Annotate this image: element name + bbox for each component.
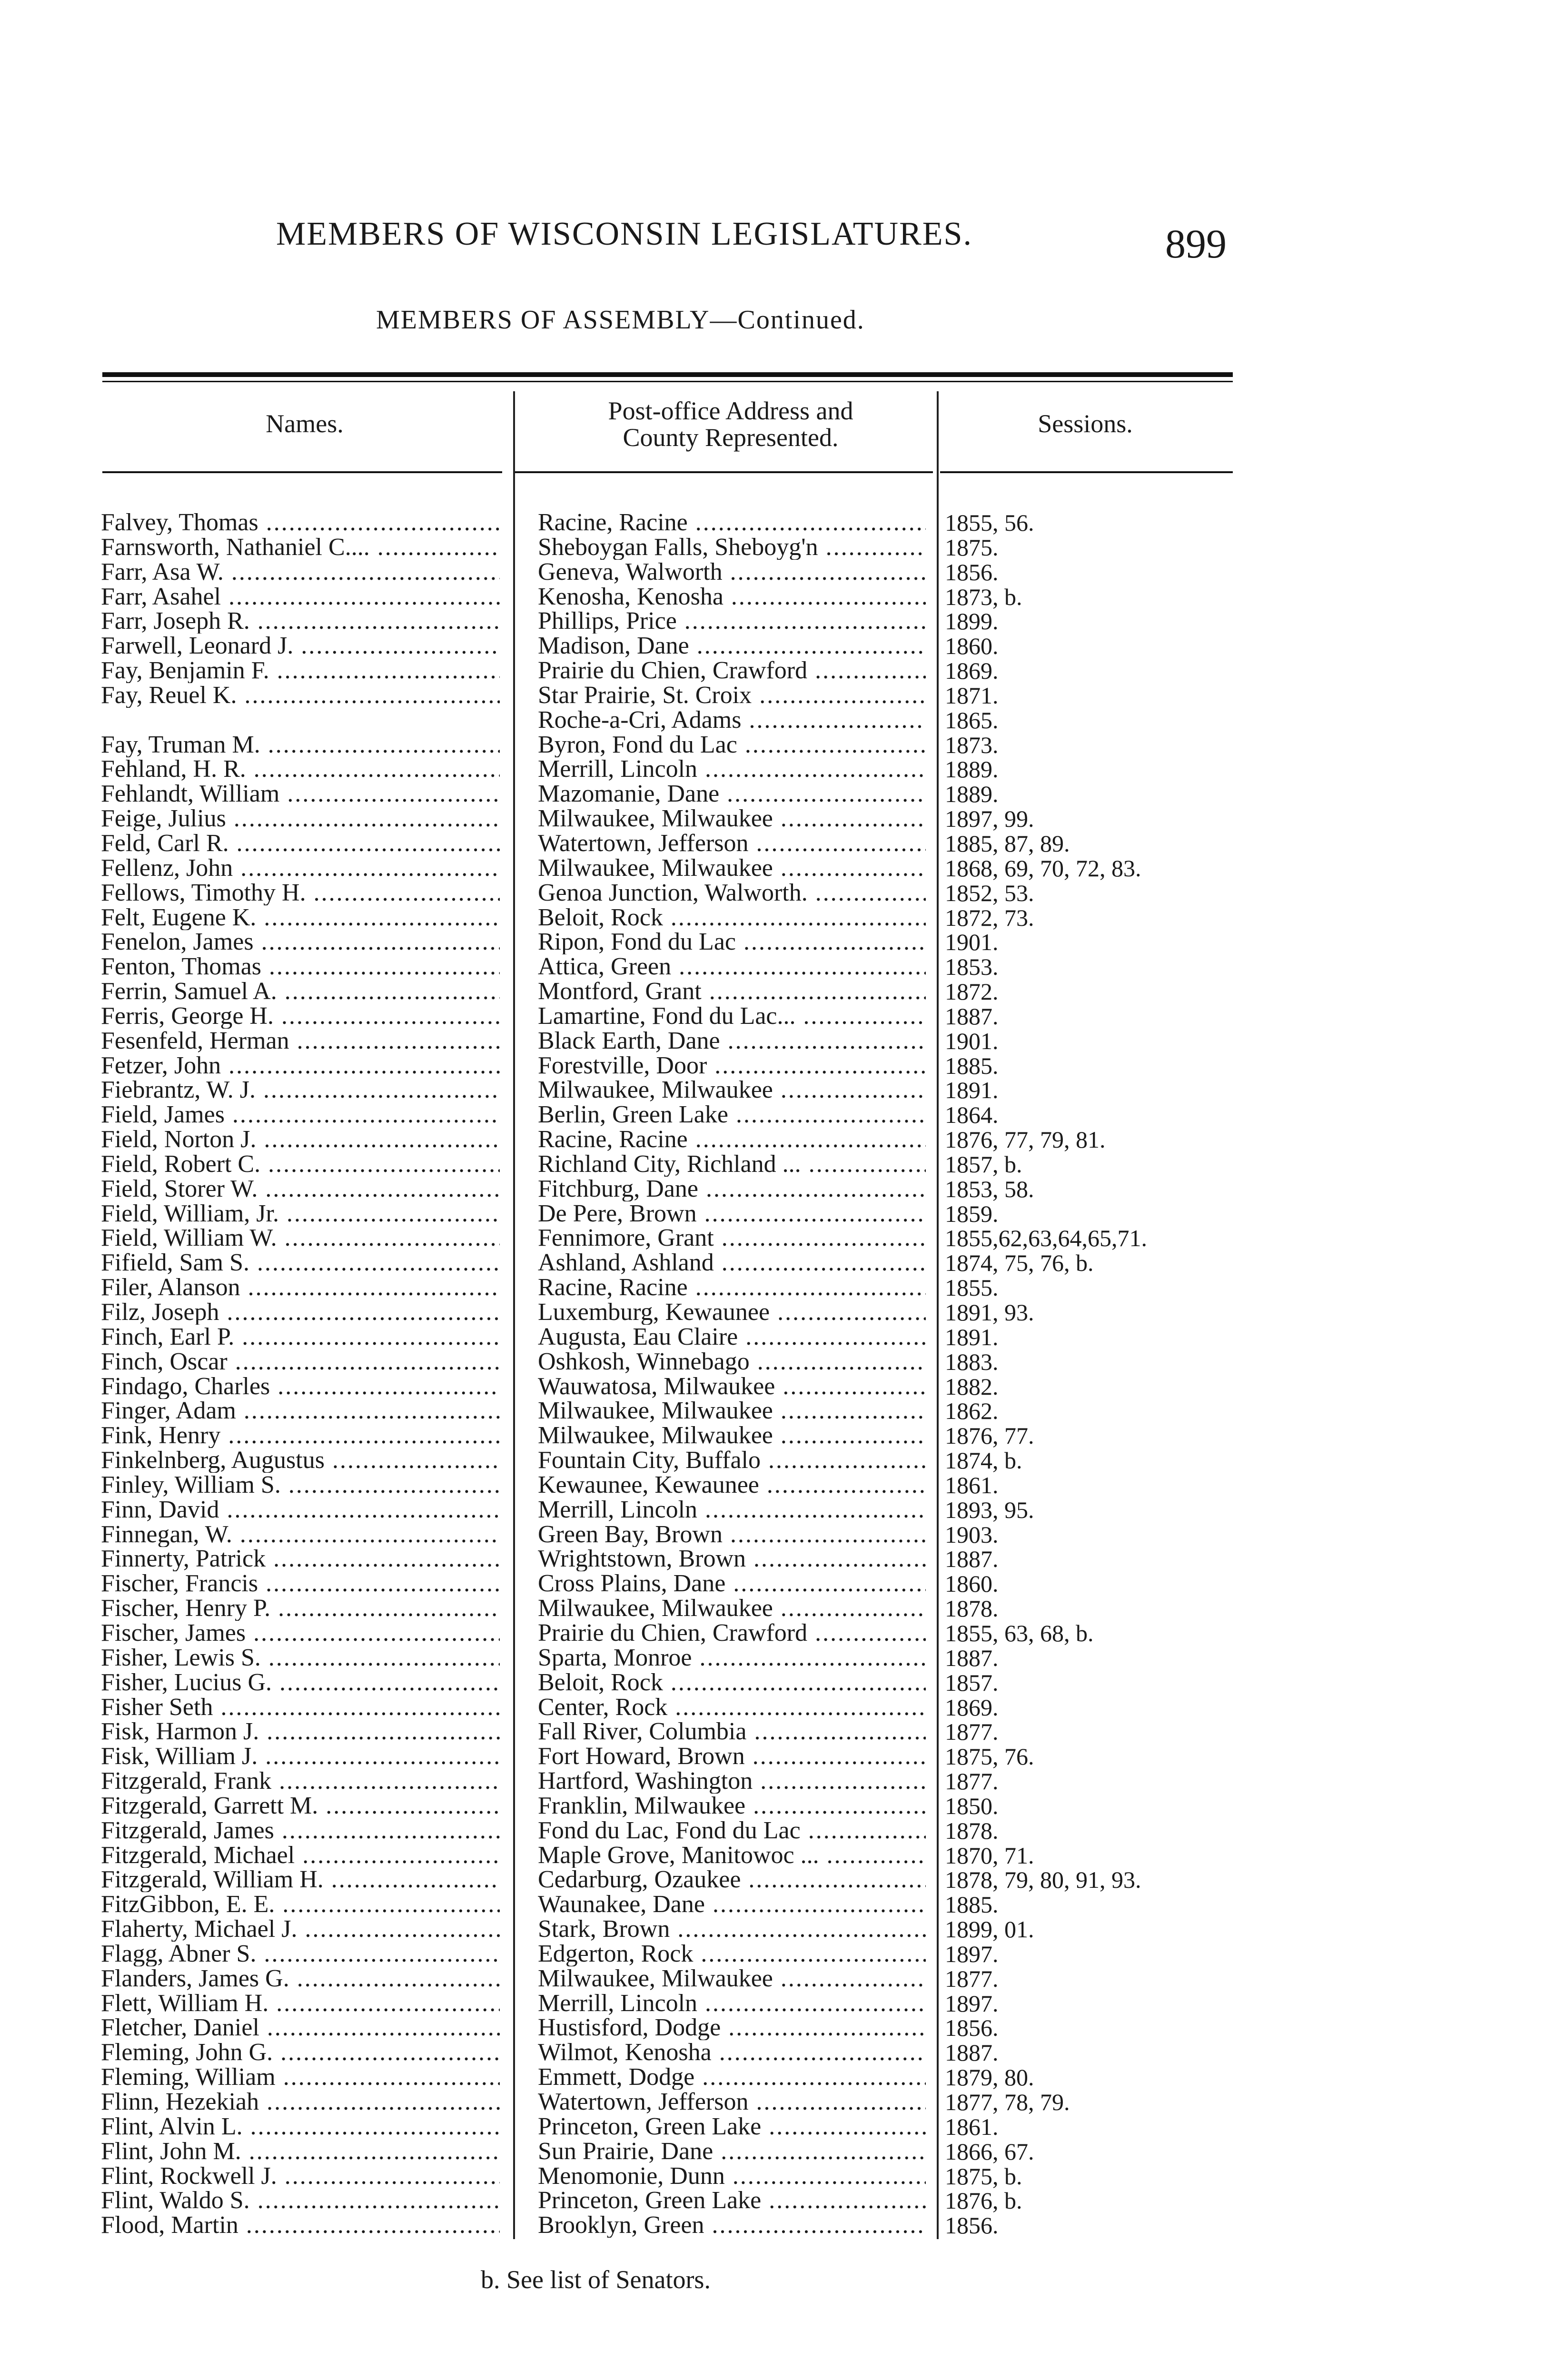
table-row [0, 585, 1546, 609]
table-row [0, 634, 1546, 658]
table-row [0, 1719, 1546, 1744]
member-name: Fitzgerald, William H. ..... [101, 1867, 500, 1892]
sessions: 1859. [945, 1200, 999, 1227]
table-row [0, 658, 1546, 683]
sessions: 1891, 93. [945, 1299, 1034, 1326]
table-row [0, 757, 1546, 782]
post-office-address: Montford, Grant ..... [538, 979, 926, 1004]
sessions: 1887. [945, 2039, 999, 2066]
sessions: 1901. [945, 929, 999, 956]
member-name: Flint, Waldo S. ..... [101, 2188, 500, 2213]
member-name: Fitzgerald, James ..... [101, 1818, 500, 1843]
sessions: 1869. [945, 657, 999, 684]
table-row [0, 1053, 1546, 1078]
post-office-address: Emmett, Dodge ..... [538, 2065, 926, 2090]
post-office-address: Fall River, Columbia ..... [538, 1719, 926, 1744]
member-name: Fink, Henry ..... [101, 1423, 500, 1448]
post-office-address: Merrill, Lincoln ..... [538, 757, 926, 782]
post-office-address: Star Prairie, St. Croix ..... [538, 683, 926, 708]
member-name: Field, William W. ..... [101, 1226, 500, 1250]
sessions: 1889. [945, 781, 999, 808]
sessions: 1887. [945, 1546, 999, 1573]
post-office-address: Maple Grove, Manitowoc ... ..... [538, 1843, 926, 1868]
sessions: 1883. [945, 1348, 999, 1375]
member-name: Flagg, Abner S. ..... [101, 1942, 500, 1966]
member-name: Flanders, James G. ..... [101, 1966, 500, 1991]
member-name: Finch, Oscar ..... [101, 1349, 500, 1374]
member-name: Field, William, Jr. ..... [101, 1201, 500, 1226]
sessions: 1876, b. [945, 2187, 1022, 2214]
table-row [0, 1843, 1546, 1868]
sessions: 1903. [945, 1521, 999, 1548]
sessions: 1878. [945, 1817, 999, 1844]
table-row [0, 1152, 1546, 1177]
member-name: Fellenz, John ..... [101, 856, 500, 881]
sessions: 1901. [945, 1027, 999, 1054]
sessions: 1865. [945, 706, 999, 734]
table-row [0, 1942, 1546, 1966]
member-name: Flint, John M. ..... [101, 2139, 500, 2164]
member-name: Farwell, Leonard J. ..... [101, 634, 500, 658]
sessions: 1873, b. [945, 583, 1022, 610]
sessions: 1876, 77. [945, 1422, 1034, 1449]
member-name: Finnerty, Patrick ..... [101, 1547, 500, 1571]
sessions: 1850. [945, 1792, 999, 1819]
post-office-address: Sheboygan Falls, Sheboyg'n ..... [538, 535, 926, 560]
sessions: 1860. [945, 633, 999, 660]
post-office-address: Menomonie, Dunn ..... [538, 2164, 926, 2189]
member-name: Finkelnberg, Augustus ..... [101, 1448, 500, 1473]
sessions: 1875, b. [945, 2162, 1022, 2190]
sessions: 1853. [945, 953, 999, 981]
post-office-address: Milwaukee, Milwaukee ..... [538, 1423, 926, 1448]
post-office-address: Black Earth, Dane ..... [538, 1029, 926, 1053]
member-name: Farr, Joseph R. ..... [101, 609, 500, 634]
column-header-post-office-line1: Post-office Address and [608, 397, 853, 425]
sessions: 1873. [945, 731, 999, 758]
table-row [0, 609, 1546, 634]
post-office-address: Lamartine, Fond du Lac... ..... [538, 1004, 926, 1029]
sessions: 1885. [945, 1052, 999, 1079]
page-number: 899 [1165, 221, 1227, 267]
footnote: b. See list of Senators. [481, 2265, 711, 2294]
post-office-address: Watertown, Jefferson ..... [538, 831, 926, 856]
member-table [0, 510, 1546, 2238]
table-row [0, 1374, 1546, 1399]
post-office-address: Cedarburg, Ozaukee ..... [538, 1867, 926, 1892]
member-name: Field, Storer W. ..... [101, 1177, 500, 1201]
table-row [0, 2213, 1546, 2238]
table-row [0, 2090, 1546, 2114]
header-rule-sessions [940, 471, 1233, 473]
post-office-address: Merrill, Lincoln ..... [538, 1991, 926, 2016]
member-name: Filz, Joseph ..... [101, 1300, 500, 1325]
member-name: Flaherty, Michael J. ..... [101, 1917, 500, 1942]
post-office-address: Fitchburg, Dane ..... [538, 1177, 926, 1201]
sessions: 1856. [945, 558, 999, 585]
page-header-title: MEMBERS OF WISCONSIN LEGISLATURES. [276, 216, 972, 252]
post-office-address: Watertown, Jefferson ..... [538, 2090, 926, 2114]
sessions: 1877. [945, 1965, 999, 1992]
sessions: 1852, 53. [945, 879, 1034, 906]
sessions: 1879, 80. [945, 2064, 1034, 2091]
post-office-address: Cross Plains, Dane ..... [538, 1571, 926, 1596]
sessions: 1855, 63, 68, b. [945, 1619, 1094, 1646]
member-name: Fiebrantz, W. J. ..... [101, 1078, 500, 1102]
member-name: Fellows, Timothy H. ..... [101, 881, 500, 905]
post-office-address: Prairie du Chien, Crawford ..... [538, 1621, 926, 1646]
post-office-address: Sparta, Monroe ..... [538, 1646, 926, 1670]
table-row [0, 1226, 1546, 1250]
post-office-address: Beloit, Rock ..... [538, 1670, 926, 1695]
member-name: Filer, Alanson ..... [101, 1275, 500, 1300]
post-office-address: Byron, Fond du Lac ..... [538, 733, 926, 757]
post-office-address: Princeton, Green Lake ..... [538, 2188, 926, 2213]
member-name: Finch, Earl P. ..... [101, 1325, 500, 1349]
table-row [0, 1029, 1546, 1053]
table-row [0, 1744, 1546, 1769]
table-row [0, 1867, 1546, 1892]
sessions: 1878, 79, 80, 91, 93. [945, 1866, 1141, 1894]
member-name: Fleming, William ..... [101, 2065, 500, 2090]
table-row [0, 1892, 1546, 1917]
post-office-address: Fort Howard, Brown ..... [538, 1744, 926, 1769]
sessions: 1862. [945, 1398, 999, 1425]
member-name: Flint, Rockwell J. ..... [101, 2164, 500, 2189]
sessions: 1874, 75, 76, b. [945, 1250, 1094, 1277]
table-row [0, 1398, 1546, 1423]
sessions: 1856. [945, 2014, 999, 2042]
sessions: 1877. [945, 1768, 999, 1795]
member-name: Fletcher, Daniel ..... [101, 2015, 500, 2040]
sessions: 1868, 69, 70, 72, 83. [945, 854, 1141, 882]
member-name: Fetzer, John ..... [101, 1053, 500, 1078]
post-office-address: Ashland, Ashland ..... [538, 1250, 926, 1275]
table-row [0, 2164, 1546, 2189]
post-office-address: De Pere, Brown ..... [538, 1201, 926, 1226]
post-office-address: Berlin, Green Lake ..... [538, 1102, 926, 1127]
post-office-address: Kenosha, Kenosha ..... [538, 585, 926, 609]
sessions: 1893, 95. [945, 1496, 1034, 1523]
post-office-address: Milwaukee, Milwaukee ..... [538, 856, 926, 881]
column-header-post-office [524, 397, 938, 451]
table-row [0, 733, 1546, 757]
sessions: 1871. [945, 682, 999, 709]
member-name: Fitzgerald, Michael ..... [101, 1843, 500, 1868]
table-row [0, 1275, 1546, 1300]
sessions: 1857. [945, 1669, 999, 1696]
post-office-address: Phillips, Price ..... [538, 609, 926, 634]
table-row [0, 2015, 1546, 2040]
member-name: Finnegan, W. ..... [101, 1522, 500, 1547]
post-office-address: Milwaukee, Milwaukee ..... [538, 806, 926, 831]
table-row [0, 905, 1546, 930]
table-row [0, 856, 1546, 881]
post-office-address: Edgerton, Rock ..... [538, 1942, 926, 1966]
post-office-address: Milwaukee, Milwaukee ..... [538, 1398, 926, 1423]
post-office-address: Fountain City, Buffalo ..... [538, 1448, 926, 1473]
member-name: FitzGibbon, E. E. ..... [101, 1892, 500, 1917]
member-name: Fisher, Lewis S. ..... [101, 1646, 500, 1670]
sessions: 1899. [945, 608, 999, 635]
sessions: 1876, 77, 79, 81. [945, 1126, 1106, 1153]
sessions: 1897, 99. [945, 805, 1034, 833]
table-row [0, 1177, 1546, 1201]
table-row [0, 954, 1546, 979]
member-name: Fay, Benjamin F. ..... [101, 658, 500, 683]
sessions: 1857, b. [945, 1150, 1022, 1178]
sessions: 1864. [945, 1101, 999, 1129]
post-office-address: Brooklyn, Green ..... [538, 2213, 926, 2238]
table-row [0, 1621, 1546, 1646]
sessions: 1861. [945, 1471, 999, 1498]
sessions: 1887. [945, 1644, 999, 1671]
member-name: Fitzgerald, Frank ..... [101, 1769, 500, 1794]
table-row [0, 782, 1546, 806]
post-office-address: Geneva, Walworth ..... [538, 560, 926, 585]
column-header-post-office-line2: County Represented. [623, 423, 839, 452]
header-rule-post [514, 471, 933, 473]
post-office-address: Racine, Racine ..... [538, 510, 926, 535]
member-name: Fischer, Henry P. ..... [101, 1596, 500, 1621]
sessions: 1855. [945, 1274, 999, 1301]
sessions: 1885, 87, 89. [945, 830, 1070, 857]
table-row [0, 1102, 1546, 1127]
member-name: Fisher Seth ..... [101, 1695, 500, 1720]
member-name: Finger, Adam ..... [101, 1398, 500, 1423]
member-name: Fleming, John G. ..... [101, 2040, 500, 2065]
member-name: Fifield, Sam S. ..... [101, 1250, 500, 1275]
sessions: 1875, 76. [945, 1743, 1034, 1770]
member-name: Fischer, Francis ..... [101, 1571, 500, 1596]
table-row [0, 2040, 1546, 2065]
sessions: 1856. [945, 2212, 999, 2239]
member-name: Fisher, Lucius G. ..... [101, 1670, 500, 1695]
post-office-address: Franklin, Milwaukee ..... [538, 1794, 926, 1818]
member-name: Flett, William H. ..... [101, 1991, 500, 2016]
sessions: 1887. [945, 1002, 999, 1030]
table-row [0, 683, 1546, 708]
sessions: 1861. [945, 2113, 999, 2140]
post-office-address: Oshkosh, Winnebago ..... [538, 1349, 926, 1374]
member-name: Farr, Asahel ..... [101, 585, 500, 609]
table-row [0, 535, 1546, 560]
table-row [0, 1769, 1546, 1794]
member-name: Fehlandt, William ..... [101, 782, 500, 806]
post-office-address: Center, Rock ..... [538, 1695, 926, 1720]
post-office-address: Princeton, Green Lake ..... [538, 2114, 926, 2139]
member-name: Field, Norton J. ..... [101, 1127, 500, 1152]
table-row [0, 1325, 1546, 1349]
sessions: 1855,62,63,64,65,71. [945, 1225, 1147, 1252]
table-row [0, 1078, 1546, 1102]
post-office-address: Hustisford, Dodge ..... [538, 2015, 926, 2040]
sessions: 1869. [945, 1694, 999, 1721]
table-row [0, 1966, 1546, 1991]
member-name: Farnsworth, Nathaniel C.... ..... [101, 535, 500, 560]
member-name: Finley, William S. ..... [101, 1473, 500, 1497]
post-office-address: Racine, Racine ..... [538, 1275, 926, 1300]
post-office-address: Prairie du Chien, Crawford ..... [538, 658, 926, 683]
top-rule [102, 372, 1233, 377]
member-name: Feld, Carl R. ..... [101, 831, 500, 856]
sessions: 1853, 58. [945, 1175, 1034, 1202]
top-rule-thin [102, 381, 1233, 382]
sessions: 1878. [945, 1595, 999, 1622]
table-row [0, 1448, 1546, 1473]
table-row [0, 881, 1546, 905]
member-name: Field, Robert C. ..... [101, 1152, 500, 1177]
table-row [0, 806, 1546, 831]
sessions: 1899, 01. [945, 1916, 1034, 1943]
sessions: 1860. [945, 1570, 999, 1597]
section-subtitle: MEMBERS OF ASSEMBLY—Continued. [376, 305, 865, 335]
table-row [0, 1300, 1546, 1325]
sessions: 1891. [945, 1077, 999, 1104]
table-row [0, 930, 1546, 954]
sessions: 1897. [945, 1940, 999, 1967]
post-office-address: Roche-a-Cri, Adams ..... [538, 708, 926, 733]
post-office-address: Forestville, Door ..... [538, 1053, 926, 1078]
table-row [0, 831, 1546, 856]
sessions: 1877. [945, 1718, 999, 1745]
post-office-address: Madison, Dane ..... [538, 634, 926, 658]
table-row [0, 1818, 1546, 1843]
post-office-address: Wrightstown, Brown ..... [538, 1547, 926, 1571]
table-row [0, 1670, 1546, 1695]
member-name: Findago, Charles ..... [101, 1374, 500, 1399]
table-row [0, 1991, 1546, 2016]
sessions: 1866, 67. [945, 2138, 1034, 2165]
post-office-address: Beloit, Rock ..... [538, 905, 926, 930]
post-office-address: Wauwatosa, Milwaukee ..... [538, 1374, 926, 1399]
table-row [0, 2065, 1546, 2090]
member-name: Fehland, H. R. ..... [101, 757, 500, 782]
table-row [0, 1547, 1546, 1571]
table-row [0, 1423, 1546, 1448]
table-row [0, 510, 1546, 535]
sessions: 1872. [945, 978, 999, 1005]
post-office-address: Augusta, Eau Claire ..... [538, 1325, 926, 1349]
table-row [0, 2114, 1546, 2139]
member-name: Felt, Eugene K. ..... [101, 905, 500, 930]
sessions: 1889. [945, 756, 999, 783]
post-office-address: Waunakee, Dane ..... [538, 1892, 926, 1917]
post-office-address: Stark, Brown ..... [538, 1917, 926, 1942]
table-row [0, 1497, 1546, 1522]
column-header-names: Names. [266, 409, 344, 438]
member-name: Fisk, William J. ..... [101, 1744, 500, 1769]
sessions: 1897. [945, 1990, 999, 2017]
table-row [0, 1646, 1546, 1670]
post-office-address: Milwaukee, Milwaukee ..... [538, 1966, 926, 1991]
member-name: Fay, Reuel K. ..... [101, 683, 500, 708]
post-office-address: Hartford, Washington ..... [538, 1769, 926, 1794]
table-row [0, 1127, 1546, 1152]
header-rule-names [102, 471, 502, 473]
post-office-address: Richland City, Richland ... ..... [538, 1152, 926, 1177]
post-office-address: Wilmot, Kenosha ..... [538, 2040, 926, 2065]
post-office-address: Sun Prairie, Dane ..... [538, 2139, 926, 2164]
table-row [0, 1695, 1546, 1720]
member-name: Ferrin, Samuel A. ..... [101, 979, 500, 1004]
member-name: Ferris, George H. ..... [101, 1004, 500, 1029]
post-office-address: Mazomanie, Dane ..... [538, 782, 926, 806]
member-name: Fesenfeld, Herman ..... [101, 1029, 500, 1053]
post-office-address: Kewaunee, Kewaunee ..... [538, 1473, 926, 1497]
table-row [0, 1571, 1546, 1596]
member-name: Fisk, Harmon J. ..... [101, 1719, 500, 1744]
sessions: 1877, 78, 79. [945, 2089, 1070, 2115]
column-header-sessions: Sessions. [1038, 409, 1133, 438]
table-row [0, 2139, 1546, 2164]
sessions: 1874, b. [945, 1447, 1022, 1474]
table-row [0, 1201, 1546, 1226]
member-name: Finn, David ..... [101, 1497, 500, 1522]
post-office-address: Fennimore, Grant ..... [538, 1226, 926, 1250]
post-office-address: Ripon, Fond du Lac ..... [538, 930, 926, 954]
post-office-address: Green Bay, Brown ..... [538, 1522, 926, 1547]
sessions: 1885. [945, 1891, 999, 1918]
table-row [0, 1473, 1546, 1497]
member-name: Fischer, James ..... [101, 1621, 500, 1646]
table-row [0, 1522, 1546, 1547]
member-name: Falvey, Thomas ..... [101, 510, 500, 535]
table-row [0, 560, 1546, 585]
sessions: 1855, 56. [945, 509, 1034, 536]
member-name: Farr, Asa W. ..... [101, 560, 500, 585]
member-name: Flint, Alvin L. ..... [101, 2114, 500, 2139]
post-office-address: Luxemburg, Kewaunee ..... [538, 1300, 926, 1325]
table-row [0, 708, 1546, 733]
sessions: 1882. [945, 1373, 999, 1400]
table-row [0, 1004, 1546, 1029]
table-row [0, 1250, 1546, 1275]
sessions: 1891. [945, 1323, 999, 1350]
post-office-address: Milwaukee, Milwaukee ..... [538, 1596, 926, 1621]
post-office-address: Racine, Racine ..... [538, 1127, 926, 1152]
member-name: Flood, Martin ..... [101, 2213, 500, 2238]
member-name: Flinn, Hezekiah ..... [101, 2090, 500, 2114]
member-name: Fenton, Thomas ..... [101, 954, 500, 979]
member-name: Fenelon, James ..... [101, 930, 500, 954]
post-office-address: Milwaukee, Milwaukee ..... [538, 1078, 926, 1102]
post-office-address: Genoa Junction, Walworth. ..... [538, 881, 926, 905]
sessions: 1870, 71. [945, 1842, 1034, 1869]
table-row [0, 1596, 1546, 1621]
post-office-address: Attica, Green ..... [538, 954, 926, 979]
member-name: Fay, Truman M. ..... [101, 733, 500, 757]
sessions: 1875. [945, 534, 999, 561]
member-name: Field, James ..... [101, 1102, 500, 1127]
sessions: 1872, 73. [945, 904, 1034, 931]
member-name: Fitzgerald, Garrett M. ..... [101, 1794, 500, 1818]
table-row [0, 2188, 1546, 2213]
post-office-address: Fond du Lac, Fond du Lac ..... [538, 1818, 926, 1843]
table-row [0, 979, 1546, 1004]
member-name: Feige, Julius ..... [101, 806, 500, 831]
table-row [0, 1349, 1546, 1374]
table-row [0, 1917, 1546, 1942]
table-row [0, 1794, 1546, 1818]
post-office-address: Merrill, Lincoln ..... [538, 1497, 926, 1522]
